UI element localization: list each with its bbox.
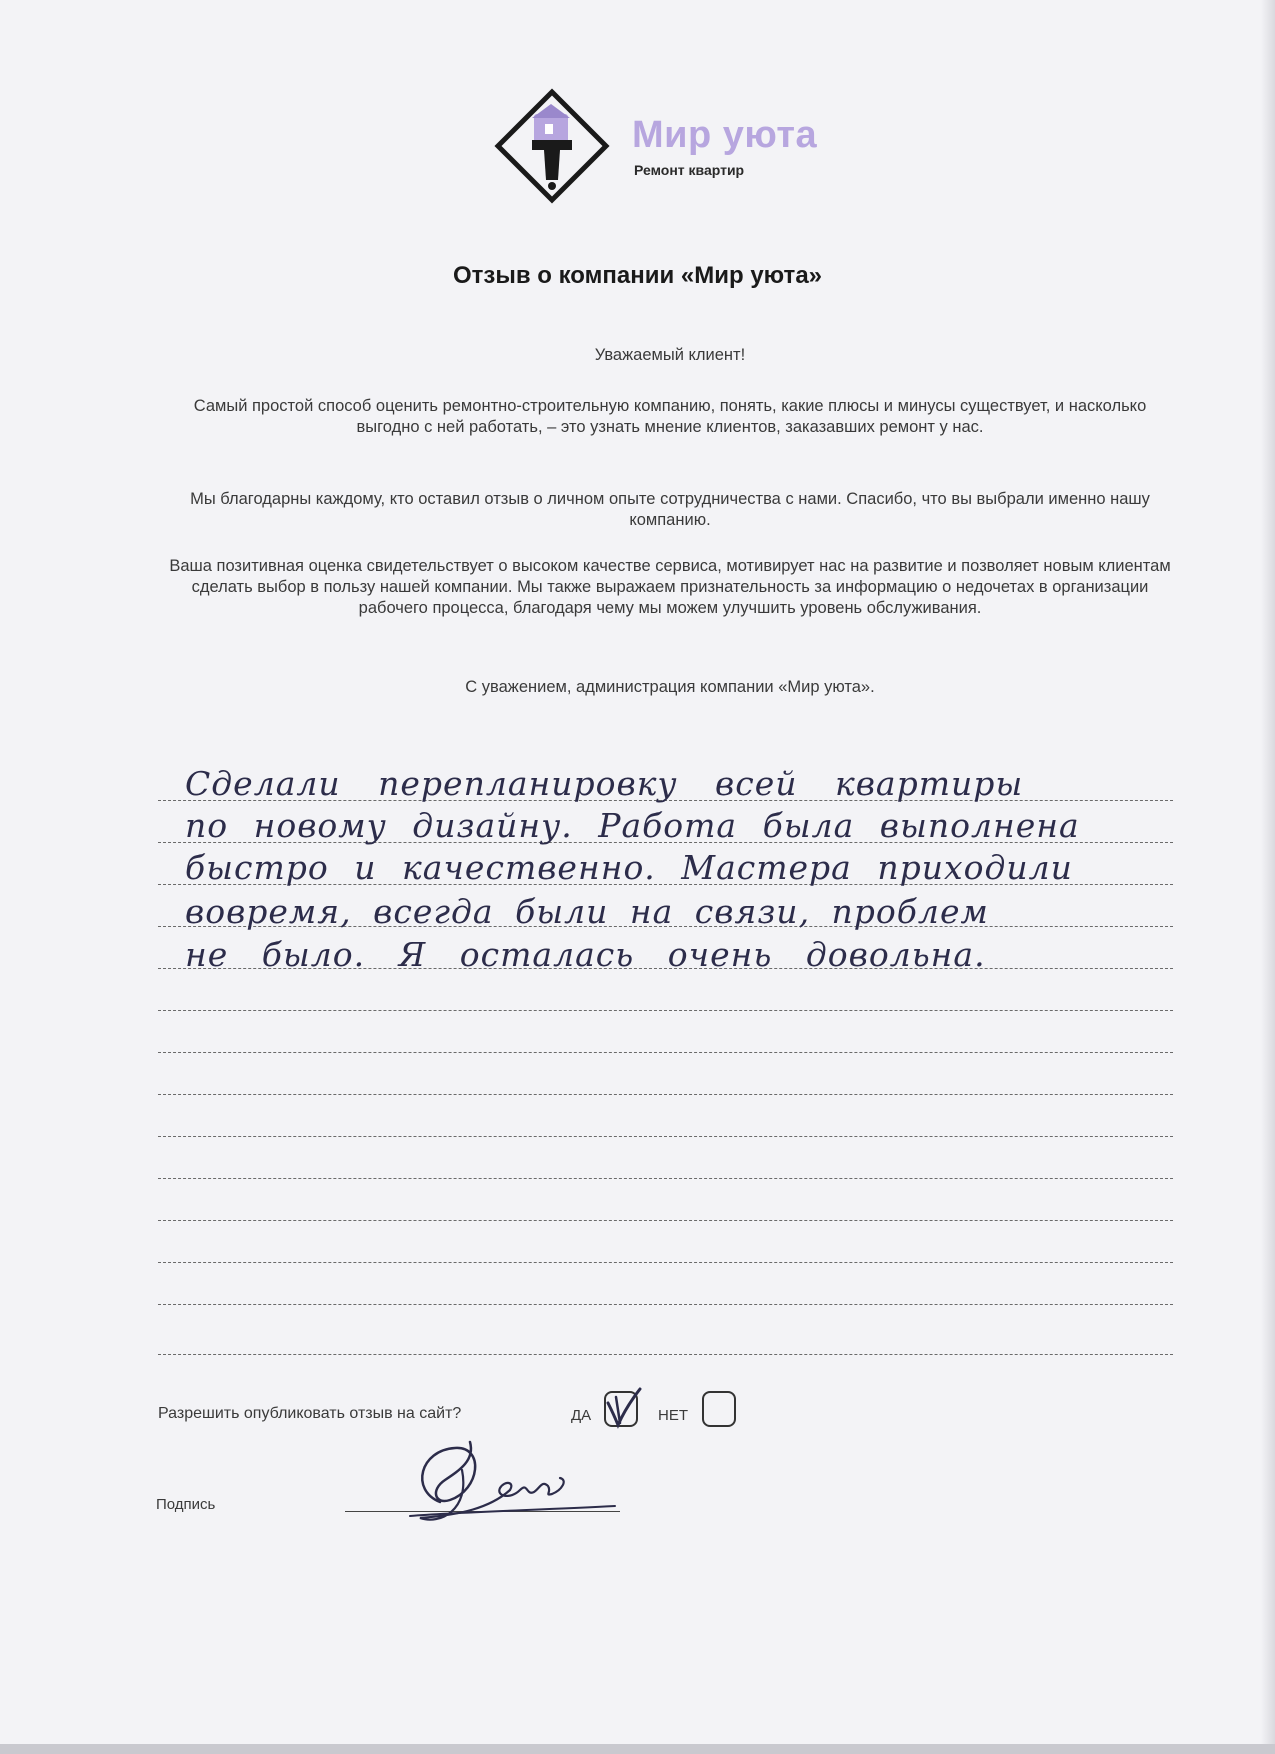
publish-no-checkbox[interactable] [702,1391,736,1427]
publish-no-label: НЕТ [658,1407,688,1424]
brand-tagline: Ремонт квартир [634,162,745,178]
scan-bottom-shadow [0,1744,1275,1754]
handwritten-review-line: Сделали перепланировку всей квартиры [185,764,1024,803]
handwritten-review-line: вовремя, всегда были на связи, проблем [185,892,989,931]
review-line [158,1304,1173,1305]
publish-yes-label: ДА [571,1407,592,1424]
review-line [158,1178,1173,1179]
brand-name: Мир уюта [632,114,818,156]
review-line [158,1052,1173,1053]
publish-question: Разрешить опубликовать отзыв на сайт? [158,1405,462,1422]
review-line [158,1354,1173,1355]
handwritten-review-line: не было. Я осталась очень довольна. [185,935,986,974]
check-mark-icon [600,1385,646,1431]
closing-text: С уважением, администрация компании «Мир уюта». [465,678,875,696]
intro-paragraph-1: Самый простой способ оценить ремонтно-строительную компанию, понять, какие плюсы и минусы существует, и насколько выгодно с ней работать, – это узнать мнение клиентов, заказавших ремонт у нас. [193,397,1147,436]
handwritten-signature [400,1430,630,1540]
review-line [158,1220,1173,1221]
intro-paragraph-2: Мы благодарны каждому, кто оставил отзыв о личном опыте сотрудничества с нами. Спасибо, что вы выбрали именно нашу компанию. [190,490,1150,529]
review-ruled-area[interactable] [158,0,1173,1400]
handwritten-review-line: быстро и качественно. Мастера приходили [185,848,1073,887]
intro-paragraph-3: Ваша позитивная оценка свидетельствует о высоком качестве сервиса, мотивирует нас на развитие и позволяет новым клиентам сделать выбор в пользу нашей компании. Мы также выражаем признательность за информацию о недочетах в организации рабочего процесса, благодаря чему мы можем улучшить уровень обслуживания. [169,557,1171,617]
page-title: Отзыв о компании «Мир уюта» [452,262,823,289]
review-line [158,1094,1173,1095]
handwritten-review-line: по новому дизайну. Работа была выполнена [185,806,1080,845]
review-line [158,1136,1173,1137]
review-line [158,1262,1173,1263]
signature-label: Подпись [156,1496,216,1513]
greeting-text: Уважаемый клиент! [594,346,746,364]
review-line [158,1010,1173,1011]
